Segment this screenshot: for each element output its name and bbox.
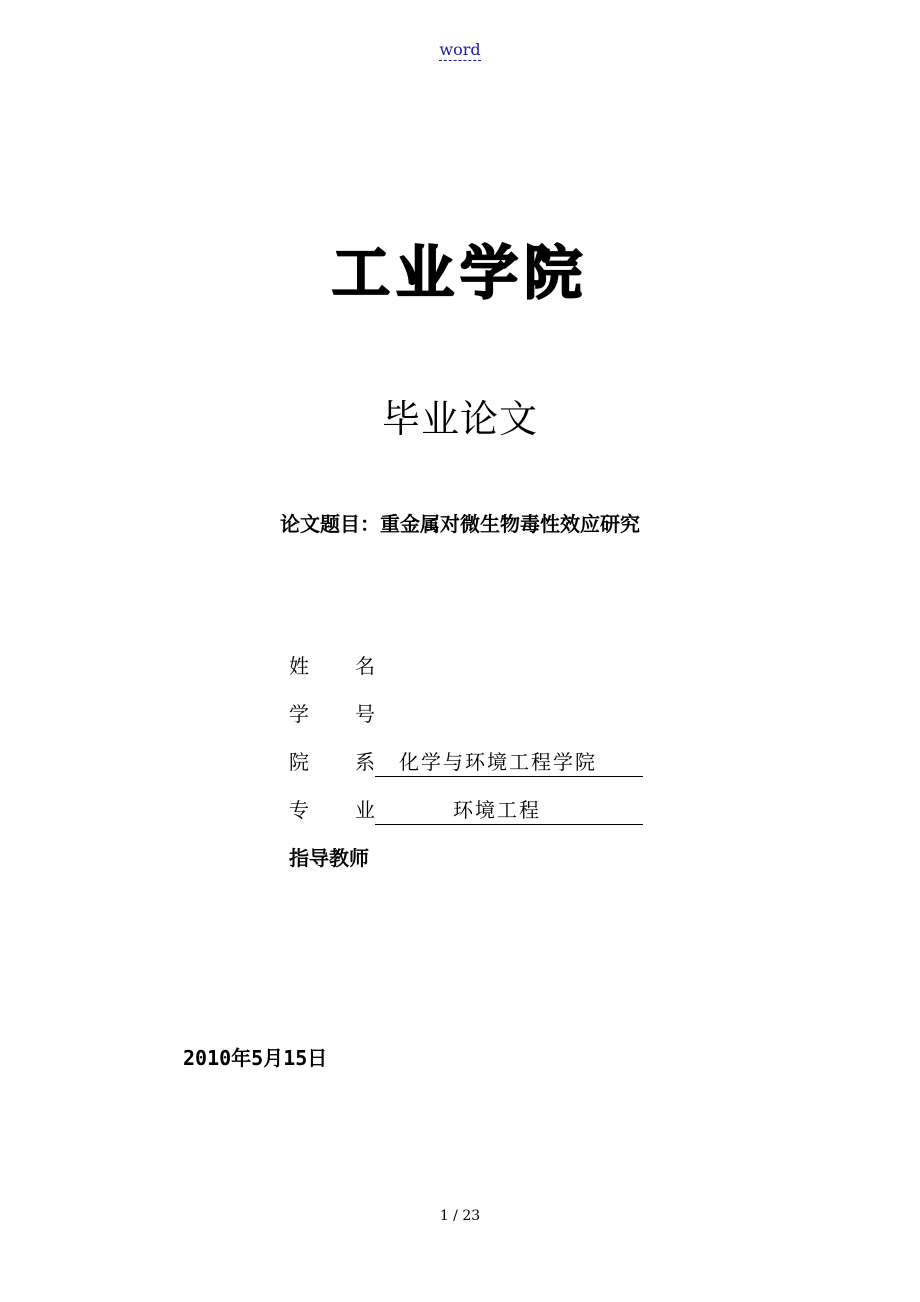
department-label: 院 系	[289, 750, 375, 774]
major-value: 环境工程	[375, 796, 643, 825]
info-row-student-id	[289, 700, 689, 748]
info-row-advisor	[289, 844, 689, 892]
header-word-link[interactable]	[0, 40, 920, 59]
school-name: 工业学院	[331, 239, 588, 307]
department-value: 化学与环境工程学院	[375, 748, 643, 777]
info-row-department	[289, 748, 689, 796]
word-link-text[interactable]: word	[439, 40, 481, 59]
page-number: 1 / 23	[439, 1208, 481, 1224]
advisor-label: 指导教师	[289, 846, 369, 870]
info-row-name	[289, 652, 689, 700]
thesis-title: 论文题目：重金属对微生物毒性效应研究	[280, 512, 640, 536]
major-label: 专 业	[289, 798, 375, 822]
student-info-block	[289, 652, 689, 892]
submission-date: 2010年5月15日	[183, 1046, 328, 1070]
student-id-label: 学 号	[289, 702, 375, 726]
thesis-type-heading: 毕业论文	[381, 397, 538, 441]
info-row-major	[289, 796, 689, 844]
name-label: 姓 名	[289, 654, 375, 678]
